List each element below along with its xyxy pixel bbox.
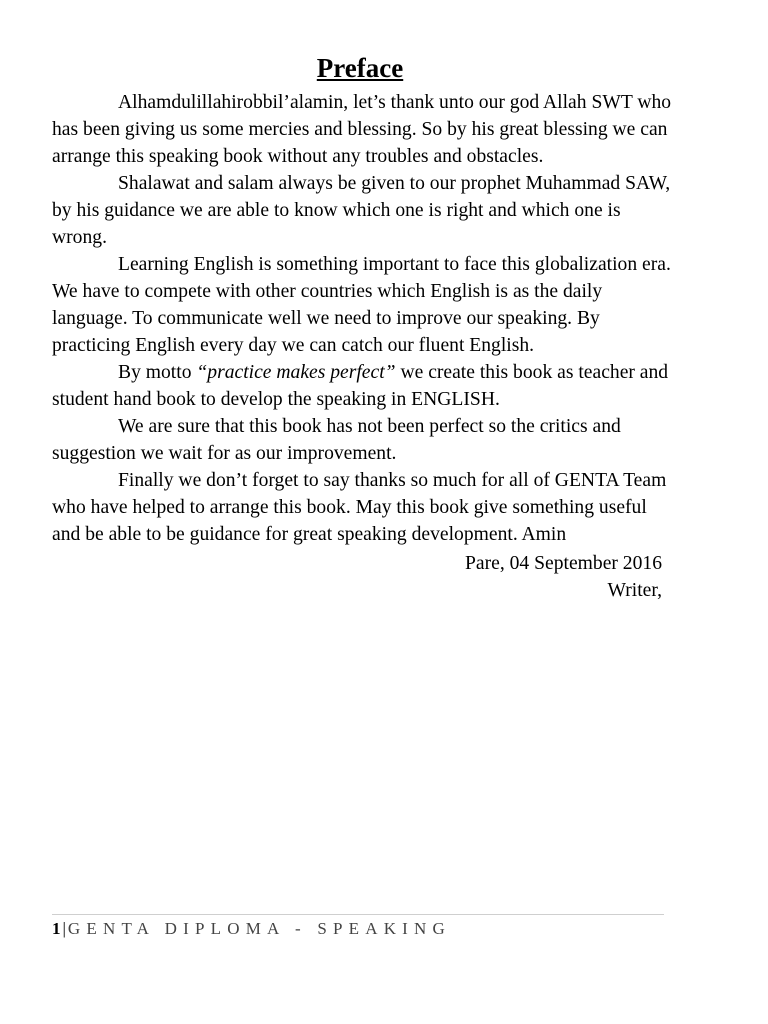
- paragraph-shalawat: Shalawat and salam always be given to our prophet Muhammad SAW, by his guidance we are able to know which one is right and which one is wrong.: [52, 173, 671, 248]
- paragraph-thanks: Finally we don’t forget to say thanks so much for all of GENTA Team who have helped to arrange this book. May this book give something useful and be able to be guidance for great speaking development. Amin: [52, 470, 667, 545]
- motto-before: By motto: [118, 362, 197, 383]
- paragraph-motto: [52, 359, 672, 413]
- page-footer: [52, 918, 451, 940]
- footer-label: GENTA DIPLOMA - SPEAKING: [67, 919, 451, 938]
- footer-separator: |: [62, 919, 66, 938]
- paragraph-gratitude: Alhamdulillahirobbil’alamin, let’s thank unto our god Allah SWT who has been giving us some mercies and blessing. So by his great blessing we can arrange this speaking book without any troubles and obstacles.: [52, 92, 672, 167]
- page-title: Preface: [316, 53, 404, 83]
- footer-divider: [52, 914, 664, 915]
- signature-place-date: Pare, 04 September 2016: [465, 553, 662, 574]
- signature-role: Writer,: [607, 580, 662, 601]
- page-number: 1: [52, 919, 61, 938]
- motto-quote: “practice makes perfect”: [196, 362, 396, 383]
- paragraph-critics: We are sure that this book has not been perfect so the critics and suggestion we wait for as our improvement.: [52, 416, 621, 464]
- motto-after: we create this book as teacher and student hand book to develop the speaking in ENGLISH.: [52, 362, 669, 410]
- preface-body: [52, 89, 672, 604]
- paragraph-learning-english: Learning English is something important to face this globalization era. We have to compete with other countries which English is as the daily language. To communicate well we need to improve our speaking. By practicing English every day we can catch our fluent English.: [52, 254, 671, 356]
